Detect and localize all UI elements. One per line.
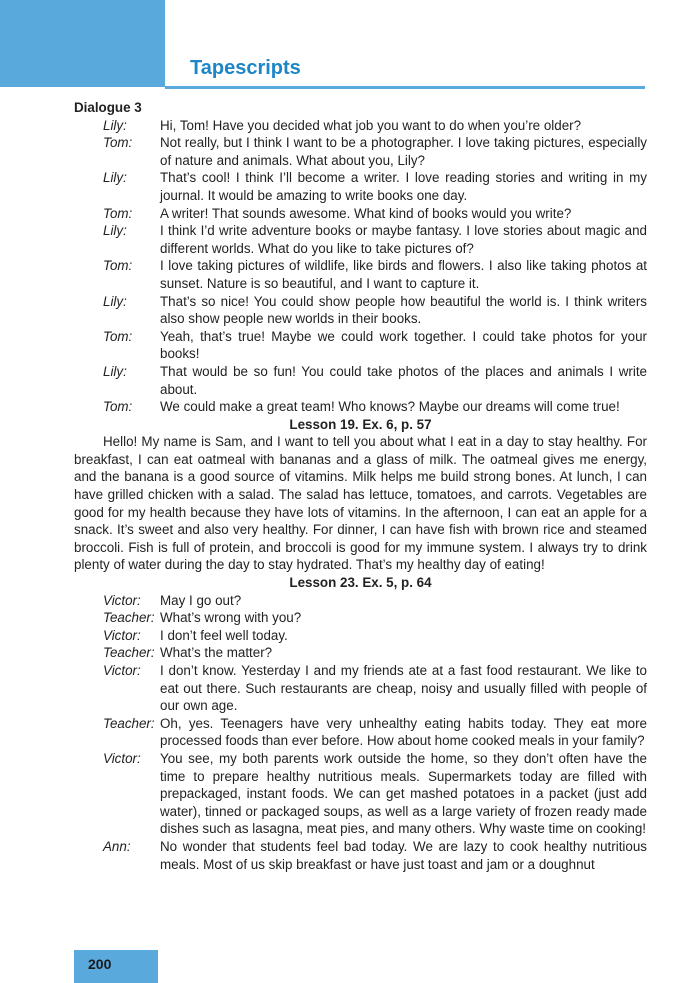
lesson-19-heading: Lesson 19. Ex. 6, p. 57 <box>289 416 432 432</box>
dialogue-line <box>74 592 647 610</box>
dialogue-line <box>74 609 647 627</box>
dialogue-line <box>74 838 647 873</box>
speech-text: Hi, Tom! Have you decided what job you want to do when you’re older? <box>160 117 582 133</box>
speech-text: Not really, but I think I want to be a photographer. I love taking pictures, especially of nature and animals. What about you, Lily? <box>160 135 647 168</box>
speech-text: May I go out? <box>160 592 242 608</box>
page-title: Tapescripts <box>190 57 301 79</box>
speech-text: I don’t know. Yesterday I and my friends ate at a fast food restaurant. We like to eat out there. Such restaurants are cheap, noisy and usually filled with people of our own age. <box>160 663 647 714</box>
dialogue-line <box>74 117 647 135</box>
speaker-name: Tom: <box>103 258 133 274</box>
speech-text: Oh, yes. Teenagers have very unhealthy eating habits today. They eat more processed foods than ever before. How about home cooked meals in your family? <box>160 715 647 749</box>
speaker-name: Victor: <box>103 663 141 678</box>
lesson-19-text: Hello! My name is Sam, and I want to tell you about what I eat in a day to stay healthy. For breakfast, I can eat oatmeal with bananas and a glass of milk. The oatmeal gives me energy, and the banana is a good source of vitamins. Milk helps me build strong bones. At lunch, I can have grilled chicken with a salad. The salad has lettuce, tomatoes, and carrots. Vegetables are good for my health because they have lots of vitamins. In the afternoon, I can eat an apple for a snack. It’s sweet and also very healthy. For dinner, I can have fish with brown rice and steamed broccoli. Fish is full of protein, and broccoli is good for my immune system. I always try to drink plenty of water during the day to stay hydrated. That’s my healthy day of eating! <box>74 434 647 573</box>
dialogue-line <box>74 169 647 204</box>
dialogue-3-label: Dialogue 3 <box>74 100 142 115</box>
speaker-name: Teacher: <box>103 610 155 626</box>
page-content <box>74 99 647 873</box>
lesson-23-dialogue <box>74 592 647 874</box>
speech-text: You see, my both parents work outside the home, so they don’t often have the time to prepare healthy nutritious meals. Supermarkets today are filled with prepackaged, instant foods. We can get mashed potatoes in a packet (just add water), tinned or packaged soups, as well as a large variety of frozen ready made dishes such as lasagna, meat pies, and many others. Why waste time on cooking! <box>160 750 647 837</box>
speaker-name: Tom: <box>103 135 133 151</box>
speaker-name: Lily: <box>103 117 127 133</box>
speaker-name: Lily: <box>103 170 127 186</box>
dialogue-line <box>74 222 647 257</box>
speaker-name: Lily: <box>103 293 127 309</box>
speech-text: A writer! That sounds awesome. What kind of books would you write? <box>160 205 572 221</box>
speech-text: That would be so fun! You could take photos of the places and animals I write about. <box>160 363 647 397</box>
speaker-name: Lily: <box>103 223 127 239</box>
speaker-name: Victor: <box>103 627 141 643</box>
speaker-name: Teacher: <box>103 715 155 731</box>
speaker-name: Teacher: <box>103 645 155 661</box>
speaker-name: Victor: <box>103 592 141 608</box>
dialogue-line <box>74 398 647 416</box>
dialogue-line <box>74 715 647 750</box>
dialogue-line <box>74 662 647 715</box>
dialogue-line <box>74 328 647 363</box>
dialogue-line <box>74 750 647 838</box>
speech-text: What’s the matter? <box>160 645 273 661</box>
dialogue-line <box>74 644 647 662</box>
speech-text: No wonder that students feel bad today. We are lazy to cook healthy nutritious meals. Most of us skip breakfast or have just toast and jam or a doughnut <box>160 838 647 872</box>
dialogue-line <box>74 627 647 645</box>
speech-text: I don’t feel well today. <box>160 627 288 643</box>
dialogue-line <box>74 363 647 398</box>
speech-text: That’s cool! I think I’ll become a writer. I love reading stories and writing in my journal. It would be amazing to write books one day. <box>160 170 647 203</box>
speech-text: We could make a great team! Who knows? Maybe our dreams will come true! <box>160 399 620 415</box>
speaker-name: Tom: <box>103 328 133 344</box>
speaker-name: Tom: <box>103 399 133 415</box>
speech-text: I think I’d write adventure books or maybe fantasy. I love stories about magic and different worlds. What do you like to take pictures of? <box>160 223 647 256</box>
speaker-name: Lily: <box>103 363 127 379</box>
dialogue-line <box>74 293 647 328</box>
page-number: 200 <box>88 956 112 972</box>
speaker-name: Victor: <box>103 750 141 766</box>
corner-color-block <box>0 0 165 87</box>
dialogue-line <box>74 257 647 292</box>
lesson-23-heading: Lesson 23. Ex. 5, p. 64 <box>289 575 432 591</box>
title-underline <box>165 86 645 89</box>
speaker-name: Tom: <box>103 205 133 221</box>
dialogue-line <box>74 205 647 223</box>
speaker-name: Ann: <box>103 838 131 854</box>
dialogue-3 <box>74 117 647 416</box>
page-number-box <box>74 950 158 983</box>
speech-text: Yeah, that’s true! Maybe we could work together. I could take photos for your books! <box>160 328 647 362</box>
speech-text: That’s so nice! You could show people how beautiful the world is. I think writers also show people new worlds in their books. <box>160 293 647 327</box>
speech-text: I love taking pictures of wildlife, like birds and flowers. I also like taking photos at sunset. Nature is so beautiful, and I want to capture it. <box>160 258 647 291</box>
speech-text: What’s wrong with you? <box>160 610 302 626</box>
dialogue-line <box>74 134 647 169</box>
